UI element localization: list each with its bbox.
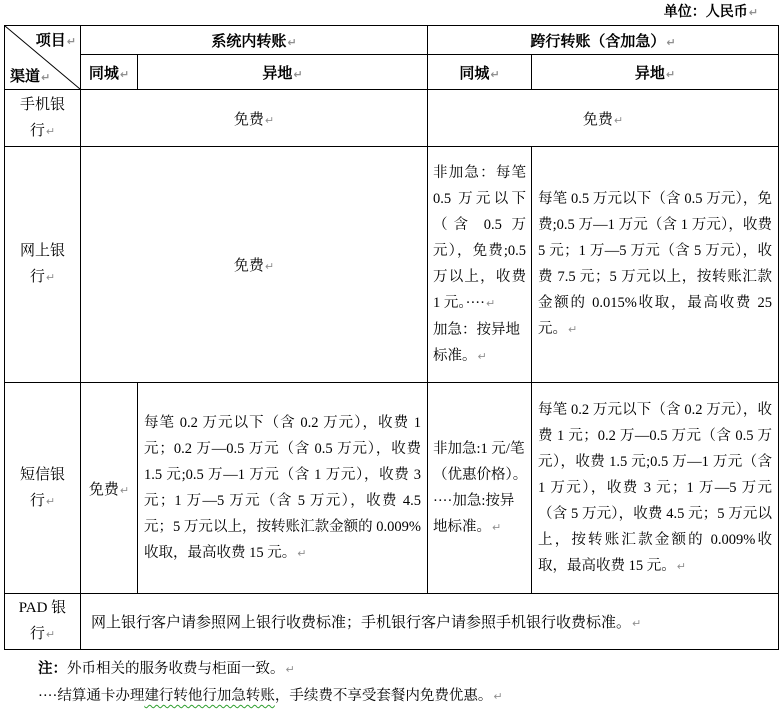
header-group-intra-system: 系统内转账↵ <box>81 26 428 55</box>
footnote-dots-marker: ···· <box>38 688 58 704</box>
unit-label: 单位：人民币 <box>663 5 748 20</box>
footnote-line-1 <box>38 656 782 683</box>
paragraph-mark: ↵ <box>665 67 676 81</box>
cell-sms-cross-remote-fee: 每笔 0.2 万元以下（含 0.2 万元），收费 1 元；0.2 万—0.5 万元（含 0.5 万元），收费 1.5 元;0.5 万—1 万元（含 1 万元），收费 3 元；1 万—5 万元（含 5 万元），收费 4.5 元；5 万元以上，按转账汇款金额的 0.009%收取，最高收费 15 元。↵ <box>532 383 779 594</box>
paragraph-mark: ↵ <box>568 323 578 336</box>
header-row-groups <box>5 26 779 55</box>
footnote-line-2 <box>38 683 782 710</box>
row-online-banking <box>5 147 779 383</box>
row-sms-banking <box>5 383 779 594</box>
footnote-text-2-squiggle: 建行转他行加急转账 <box>144 688 275 704</box>
paragraph-mark: ↵ <box>119 483 130 497</box>
cell-web-intra-fee: 免费↵ <box>81 147 428 383</box>
header-intra-remote: 异地↵ <box>138 55 428 90</box>
paragraph-mark: ↵ <box>666 35 676 49</box>
paragraph-mark: ↵ <box>297 546 307 560</box>
cell-sms-intra-remote-fee: 每笔 0.2 万元以下（含 0.2 万元），收费 1 元；0.2 万—0.5 万元（含 0.5 万元），收费 1.5 元;0.5 万—1 万元（含 1 万元），收费 3 元；1 万—5 万元（含 5 万元），收费 4.5 元；5 万元以上，按转账汇款金额的 0.009%收取，最高收费 15 元。↵ <box>138 383 428 594</box>
footnote-text-2-prefix: 结算通卡办理 <box>57 688 145 704</box>
footnote-text-1: 外币相关的服务收费与柜面一致。 <box>67 661 285 677</box>
line-break-mark: ↵ <box>485 296 496 310</box>
channel-label-mobile: 手机银行↵ <box>5 90 81 147</box>
cell-web-cross-remote-fee: 每笔 0.5 万元以下（含 0.5 万元），免费;0.5 万—1 万元（含 1 万元），收费 5 元；1 万—5 万元（含 5 万元），收费 7.5 元；5 万元以上，按转账汇款金额的 0.015%收取，最高收费 25 元。↵ <box>532 147 779 383</box>
footnote-label: 注： <box>38 661 67 677</box>
channel-label-pad: PAD 银行↵ <box>5 594 81 650</box>
cell-web-cross-local-fee <box>428 147 532 383</box>
header-intra-local: 同城↵ <box>81 55 138 90</box>
row-mobile-banking <box>5 90 779 147</box>
header-cross-remote: 异地↵ <box>532 55 779 90</box>
paragraph-mark: ↵ <box>66 35 76 48</box>
paragraph-mark: ↵ <box>293 67 303 81</box>
paragraph-mark: ↵ <box>490 67 500 81</box>
cell-sms-cross-local-fee: 非加急:1 元/笔（优惠价格）。····加急:按异地标准。↵ <box>428 383 532 594</box>
paragraph-mark: ↵ <box>41 71 51 84</box>
paragraph-mark: ↵ <box>613 113 624 127</box>
row-pad-banking <box>5 594 779 650</box>
paragraph-mark: ↵ <box>264 260 275 273</box>
cell-sms-intra-local-fee: 免费↵ <box>81 383 138 594</box>
fee-paragraph: 加急：按异地标准。↵ <box>433 321 521 364</box>
paragraph-mark: ↵ <box>493 690 503 703</box>
channel-label-sms: 短信银行↵ <box>5 383 81 594</box>
corner-header-cell <box>5 26 81 90</box>
paragraph-mark: ↵ <box>264 113 275 127</box>
footnote-text-2-suffix: ，手续费不享受套餐内免费优惠。 <box>274 688 493 704</box>
header-row-subcolumns <box>5 55 779 90</box>
header-cross-local: 同城↵ <box>428 55 532 90</box>
paragraph-mark: ↵ <box>477 349 487 363</box>
channel-label-web: 网上银行↵ <box>5 147 81 383</box>
paragraph-mark: ↵ <box>45 494 56 508</box>
header-group-cross-bank: 跨行转账（含加急）↵ <box>428 26 779 55</box>
paragraph-mark: ↵ <box>492 520 502 534</box>
corner-label-project: 项目↵ <box>35 33 76 49</box>
corner-label-channel: 渠道↵ <box>10 69 51 85</box>
paragraph-mark: ↵ <box>748 6 758 19</box>
paragraph-mark: ↵ <box>676 559 686 573</box>
paragraph-mark: ↵ <box>119 67 130 81</box>
fee-table <box>4 25 779 650</box>
paragraph-mark: ↵ <box>45 271 56 284</box>
cell-pad-fee-note: 网上银行客户请参照网上银行收费标准；手机银行客户请参照手机银行收费标准。↵ <box>81 594 779 650</box>
paragraph-mark: ↵ <box>632 617 642 630</box>
paragraph-mark: ↵ <box>285 663 295 676</box>
cell-mobile-intra-fee: 免费↵ <box>81 90 428 147</box>
unit-label-line <box>0 0 782 25</box>
footnotes <box>38 656 782 710</box>
paragraph-mark: ↵ <box>45 124 56 138</box>
cell-mobile-cross-fee: 免费↵ <box>428 90 779 147</box>
paragraph-mark: ↵ <box>287 35 297 49</box>
paragraph-mark: ↵ <box>45 628 56 641</box>
fee-paragraph: 非加急：每笔 0.5 万元以下（含 0.5 万元），免费;0.5 万以上，收费 1 元。····↵ <box>433 164 527 311</box>
